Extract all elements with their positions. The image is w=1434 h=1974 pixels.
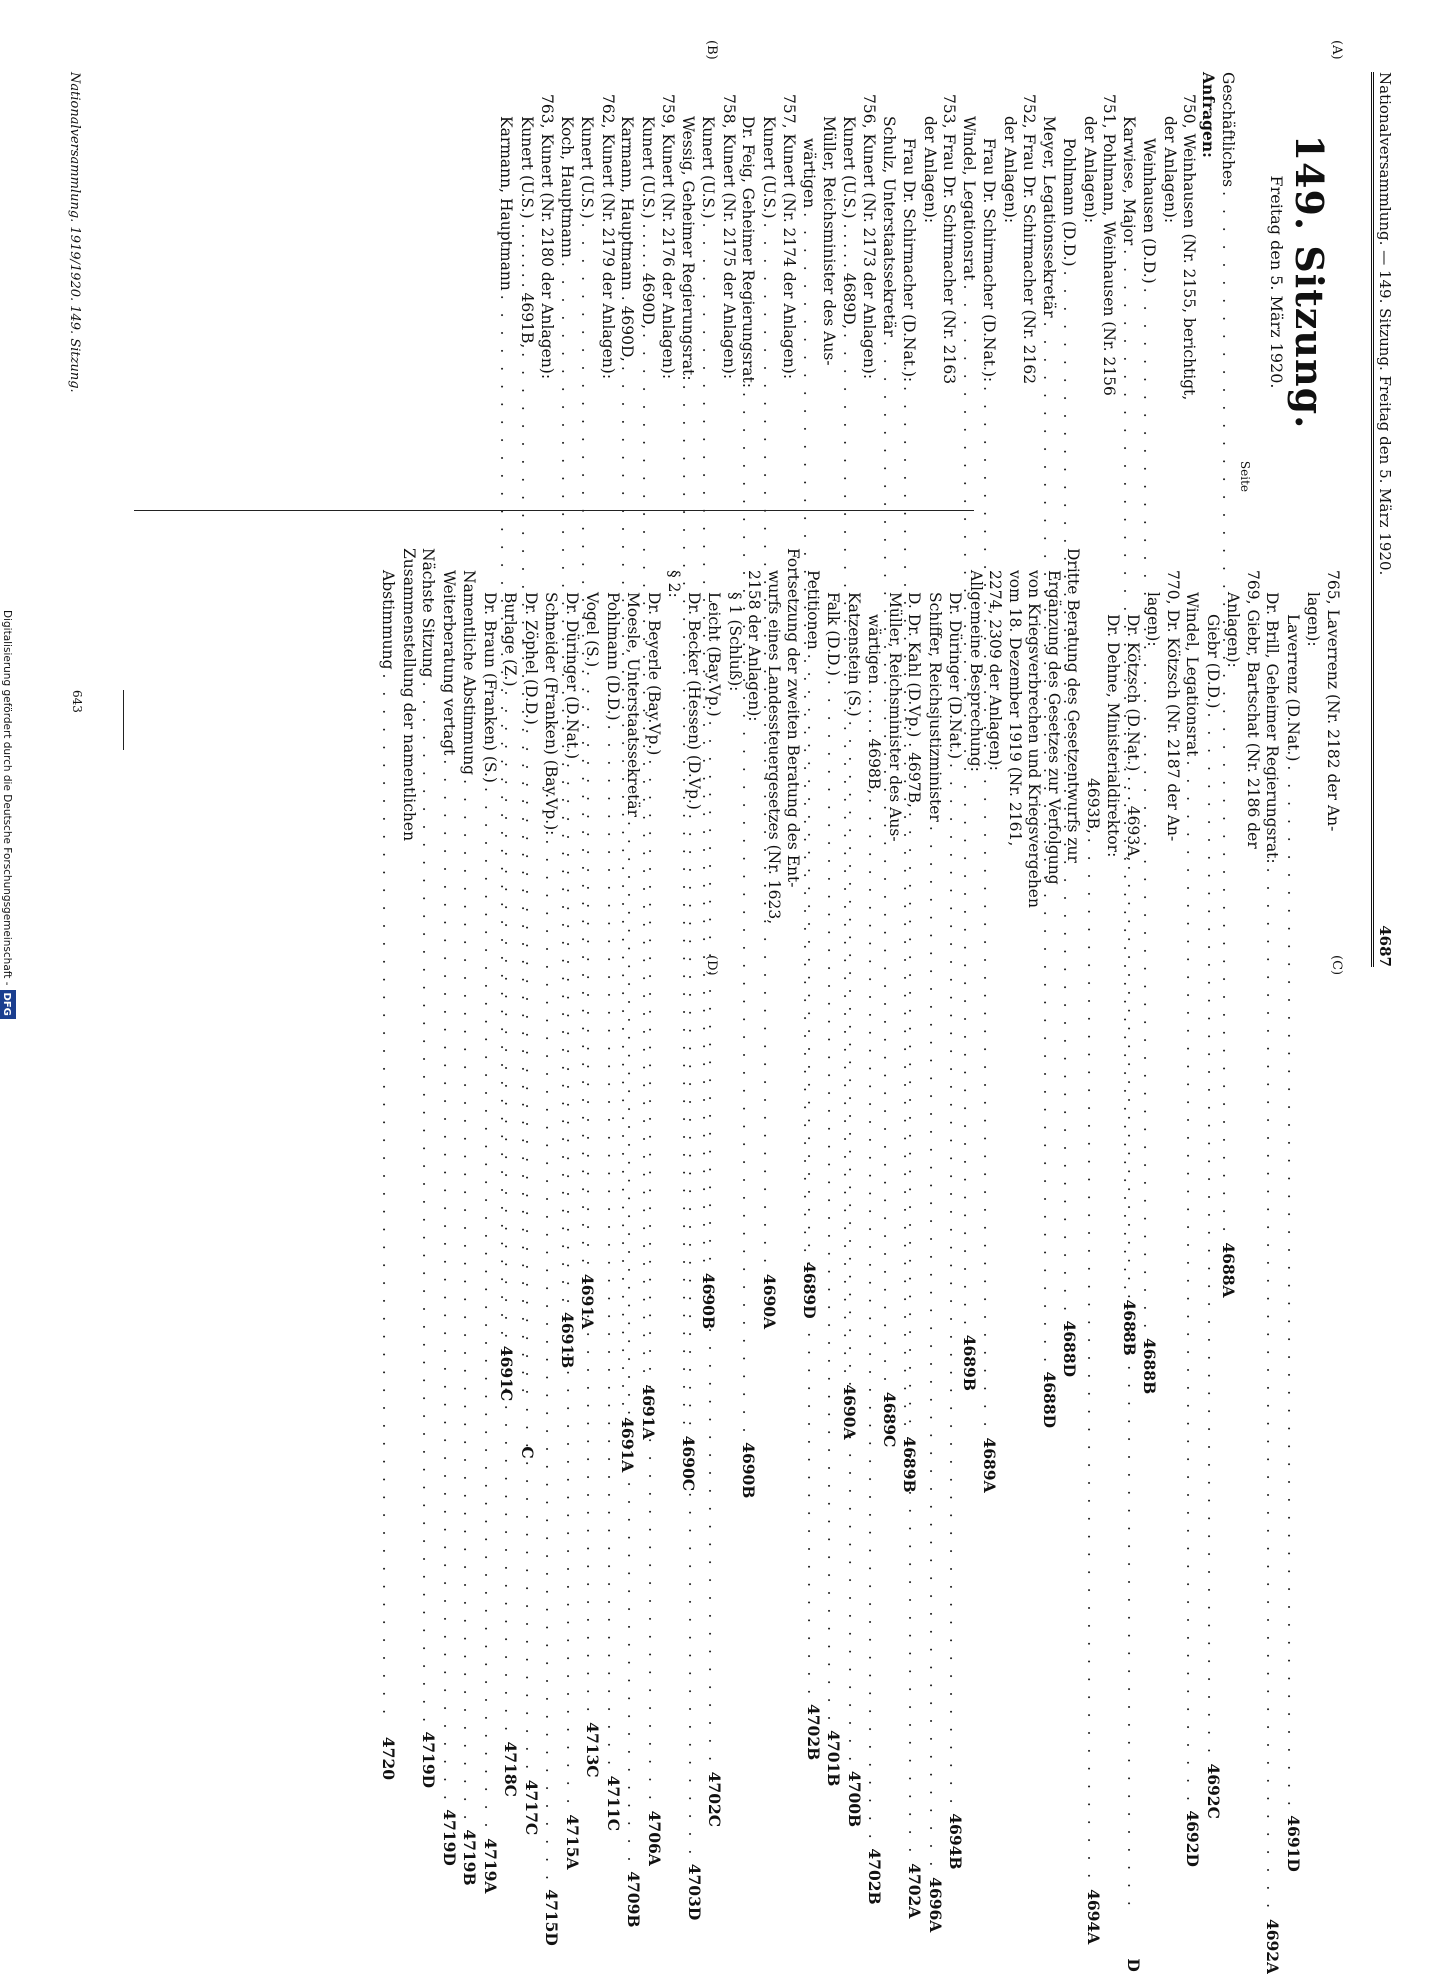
leader-dots bbox=[925, 826, 945, 1870]
toc-entry-text: Schulz, Unterstaatssekretär bbox=[880, 116, 898, 337]
leader-dots bbox=[439, 759, 459, 1803]
margin-marker-d: (D) bbox=[704, 955, 719, 976]
toc-entry bbox=[1179, 72, 1199, 492]
toc-entry-text: Frau Dr. Schirmacher (D.Nat.): bbox=[980, 138, 999, 383]
end-rule bbox=[123, 690, 124, 750]
toc-entry-text: Dr. Kötzsch (D.Nat.) . . . 4693A, bbox=[1124, 614, 1142, 862]
toc-entry bbox=[744, 548, 764, 968]
toc-entry bbox=[985, 548, 1005, 968]
toc-entry-text: Dr. Beyerle (Bay.Vp.) bbox=[645, 592, 663, 756]
toc-entry-page: 4691D bbox=[1284, 1815, 1303, 1872]
leader-dots bbox=[704, 721, 724, 1765]
toc-entry-page: 4690A bbox=[840, 1384, 859, 1440]
toc-entry-page: 4694B bbox=[946, 1813, 966, 1870]
toc-entry-page: 4689B bbox=[960, 1334, 979, 1391]
toc-entry-page: 4703D bbox=[685, 1863, 704, 1921]
toc-entry-text: Karwiese, Major bbox=[1120, 116, 1138, 246]
toc-entry bbox=[664, 548, 684, 968]
toc-entry-page: 4702B bbox=[804, 1703, 823, 1761]
toc-entry bbox=[1000, 72, 1020, 492]
toc-entry bbox=[1182, 548, 1203, 1867]
toc-entry-text: 752, Frau Dr. Schirmacher (Nr. 2162 bbox=[1020, 94, 1039, 385]
toc-entry bbox=[537, 72, 557, 492]
toc-entry-text: § 1 (Schluß): bbox=[726, 592, 744, 692]
toc-entry-page: 4692D bbox=[1183, 1810, 1203, 1867]
toc-entry-page: 4691A bbox=[618, 1417, 638, 1473]
toc-entry-page: 4689D bbox=[800, 1262, 819, 1319]
toc-entry bbox=[1143, 548, 1163, 968]
toc-entry-page: 4688A bbox=[1219, 1242, 1239, 1298]
toc-entry-text: der Anlagen): bbox=[1081, 116, 1099, 224]
toc-entry-text: Dr. Becker (Hessen) (D.Vp.) bbox=[685, 592, 703, 810]
toc-entry-text: Pohlmann (D.D.) bbox=[604, 592, 622, 721]
toc-entry-text: wärtigen bbox=[800, 138, 818, 209]
dfg-logo: DFG bbox=[0, 990, 16, 1019]
toc-entry-text: Moesle, Unterstaatssekretär bbox=[624, 592, 643, 817]
toc-entry bbox=[1323, 548, 1343, 968]
toc-entry-page: 4689A bbox=[980, 1437, 1000, 1493]
toc-entry bbox=[1283, 548, 1304, 1872]
footer-running-title: Nationalversammlung. 1919/1920. 149. Sitzung. bbox=[67, 72, 82, 393]
seite-label: Seite bbox=[1238, 460, 1253, 492]
toc-entry-page: 4719A bbox=[481, 1838, 500, 1894]
toc-entry bbox=[819, 72, 839, 492]
toc-entry bbox=[1019, 72, 1039, 492]
toc-entry bbox=[480, 548, 501, 1894]
toc-entry-text: Nächste Sitzung bbox=[419, 548, 438, 678]
column-divider bbox=[134, 510, 974, 511]
toc-entry-text: Kunert (U.S.) . . . . . 4689D, bbox=[840, 116, 858, 330]
leader-dots bbox=[644, 759, 664, 1803]
toc-entry-text: Dr. Düringer (D.Nat.) bbox=[563, 592, 581, 760]
toc-entry bbox=[939, 72, 959, 492]
toc-entry-page: 4706A bbox=[645, 1810, 664, 1866]
toc-entry bbox=[1160, 72, 1180, 492]
toc-entry-text: 759, Kunert (Nr. 2176 der Anlagen): bbox=[659, 94, 678, 380]
toc-entry-text: Katzenstein (S.) bbox=[845, 592, 863, 717]
toc-entry-page: 4691A bbox=[639, 1384, 658, 1440]
toc-entry bbox=[1243, 548, 1263, 968]
toc-entry-text: Dr. Brill, Geheimer Regierungsrat: bbox=[1263, 592, 1282, 864]
toc-entry-text: 4693B, bbox=[1084, 778, 1102, 834]
session-date: Freitag den 5. März 1920. bbox=[1267, 175, 1286, 389]
toc-entry-page: 4718C bbox=[501, 1741, 521, 1797]
toc-entry bbox=[783, 548, 803, 968]
leader-dots bbox=[844, 721, 864, 1765]
toc-entry-page: 4715A bbox=[563, 1814, 582, 1870]
toc-entry-page: 4689B bbox=[900, 1436, 920, 1493]
toc-entry-text: Petitionen bbox=[804, 570, 822, 650]
leader-dots bbox=[823, 680, 843, 1724]
toc-entry-page: 4690A bbox=[760, 1273, 779, 1330]
page-number-top: 4687 bbox=[1376, 925, 1394, 967]
margin-marker-a: (A) bbox=[1329, 40, 1344, 60]
toc-entry-text: Müller, Reichsminister des Aus- bbox=[886, 592, 904, 842]
toc-entry-text: 758, Kunert (Nr. 2175 der Anlagen): bbox=[720, 94, 738, 380]
leader-dots bbox=[500, 691, 520, 1735]
leader-dots bbox=[459, 779, 479, 1823]
toc-entry bbox=[1080, 72, 1100, 492]
toc-entry-text: 750, Weinhausen (Nr. 2155, berichtigt, bbox=[1180, 94, 1199, 401]
toc-entry-page: 4691B bbox=[558, 1312, 577, 1369]
leader-dots bbox=[803, 654, 823, 1698]
toc-entry-page: 4690B bbox=[699, 1272, 719, 1330]
toc-entry bbox=[658, 72, 678, 492]
toc-entry bbox=[764, 548, 784, 968]
toc-entry-page: 4702A bbox=[905, 1863, 925, 1919]
toc-entry-text: Dritte Beratung des Gesetzentwurfs zur bbox=[1064, 548, 1083, 863]
toc-entry-text: Fortsetzung der zweiten Beratung des Ent- bbox=[784, 548, 803, 888]
toc-entry-page: 4711C bbox=[604, 1775, 623, 1832]
toc-entry-text: Karmann, Hauptmann bbox=[497, 116, 516, 291]
toc-entry-text: 756, Kunert (Nr. 2173 der Anlagen): bbox=[860, 94, 879, 380]
toc-entry-page: 4688D bbox=[1040, 1371, 1059, 1429]
toc-entry-page: 4719D bbox=[419, 1731, 439, 1789]
toc-entry-text: von Kriegsverbrechen und Kriegsvergehen bbox=[1025, 570, 1044, 908]
toc-entry-text: Dr. Zöphel (D.D.) bbox=[522, 592, 540, 725]
toc-entry-text: D. Dr. Kahl (D.Vp.) . 4697B, bbox=[905, 592, 924, 808]
toc-entry-text: der Anlagen): bbox=[921, 116, 939, 224]
toc-entry bbox=[864, 548, 885, 1905]
leader-dots bbox=[1203, 712, 1223, 1756]
toc-entry-text: Vogel (S.) bbox=[583, 592, 602, 668]
toc-entry bbox=[725, 548, 745, 968]
toc-entry bbox=[603, 548, 624, 1832]
toc-entry bbox=[1163, 548, 1183, 968]
toc-entry-text: wurfs eines Landessteuergesetzes (Nr. 1623, bbox=[765, 570, 783, 925]
toc-entry-text: Laverrenz (D.Nat.) bbox=[1284, 614, 1302, 762]
toc-entry-text: der Anlagen): bbox=[1001, 116, 1019, 224]
toc-entry-text: Kunert (U.S.) bbox=[699, 116, 718, 219]
toc-entry-page: 4690C bbox=[679, 1435, 698, 1492]
toc-entry-text: Abstimmung bbox=[379, 570, 398, 670]
toc-entry-text: 765, Laverrenz (Nr. 2182 der An- bbox=[1324, 570, 1342, 832]
toc-entry-page: 4694A bbox=[1084, 1889, 1103, 1945]
toc-entry-text: Allgemeine Besprechung: bbox=[967, 570, 985, 772]
toc-entry-text: der Anlagen): bbox=[1161, 116, 1179, 224]
margin-marker-b: (B) bbox=[704, 40, 719, 60]
toc-entry-page: 4688B bbox=[1140, 1337, 1160, 1395]
toc-entry bbox=[1223, 548, 1243, 968]
toc-entry bbox=[1024, 548, 1044, 968]
toc-entry-page: 4689C bbox=[880, 1391, 899, 1448]
toc-entry-text: Kunert (U.S.) . . . . . 4690D, bbox=[639, 116, 657, 330]
toc-entry-page: 4691C bbox=[497, 1345, 517, 1402]
toc-entry-text: 757, Kunert (Nr. 2174 der Anlagen): bbox=[780, 94, 799, 380]
toc-entry-page: D bbox=[1124, 1958, 1143, 1972]
leader-dots bbox=[684, 814, 704, 1858]
leader-dots bbox=[945, 763, 965, 1807]
toc-entry-text: vom 18. Dezember 1919 (Nr. 2161, bbox=[1006, 570, 1024, 847]
toc-entry-page: C bbox=[518, 1446, 537, 1459]
leader-dots bbox=[418, 682, 438, 1726]
toc-entry bbox=[779, 72, 799, 492]
toc-entry-text: wärtigen . . . . . 4698B, bbox=[865, 614, 884, 795]
toc-entry bbox=[1199, 72, 1219, 492]
toc-entry-text: Windel, Legationsrat bbox=[960, 116, 978, 281]
toc-entry bbox=[1063, 548, 1083, 968]
toc-entry-text: lagen): bbox=[1144, 592, 1163, 647]
toc-entry-text: Müller, Reichsminister des Aus- bbox=[820, 116, 839, 366]
toc-entry-text: Leicht (Bay.Vp.) bbox=[705, 592, 724, 717]
toc-entry-text: Namentliche Abstimmung bbox=[460, 570, 479, 776]
toc-entry bbox=[598, 72, 618, 492]
leader-dots bbox=[904, 812, 924, 1856]
leader-dots bbox=[521, 729, 541, 1773]
dfg-stamp bbox=[0, 610, 16, 1019]
leader-dots bbox=[562, 763, 582, 1807]
toc-entry-text: Dr. Düringer (D.Nat.) bbox=[946, 592, 965, 760]
toc-entry-text: 770, Dr. Kötzsch (Nr. 2187 der An- bbox=[1164, 570, 1182, 842]
toc-entry bbox=[823, 548, 844, 1787]
leader-dots bbox=[378, 674, 398, 1718]
toc-entry-page: 4713C bbox=[583, 1722, 603, 1778]
toc-entry bbox=[521, 548, 542, 1836]
header-rule bbox=[1371, 72, 1374, 967]
toc-entry-page: 4717C bbox=[522, 1779, 541, 1836]
toc-entry-text: 2274, 2309 der Anlagen): bbox=[986, 570, 1005, 771]
toc-entry bbox=[541, 548, 562, 1946]
toc-entry-text: Anlagen): bbox=[1224, 592, 1243, 668]
leader-dots bbox=[623, 821, 643, 1865]
toc-entry-text: Dr. Feig, Geheimer Regierungsrat: bbox=[739, 116, 758, 388]
leader-dots bbox=[541, 839, 561, 1883]
toc-entry bbox=[1083, 548, 1104, 1945]
toc-entry-page: 4690B bbox=[739, 1442, 759, 1499]
toc-entry bbox=[719, 72, 739, 492]
toc-entry-text: 763, Kunert (Nr. 2180 der Anlagen): bbox=[538, 94, 557, 380]
toc-entry bbox=[920, 72, 940, 492]
toc-entry-text: Schiffer, Reichsjustizminister bbox=[926, 592, 944, 822]
running-head: Nationalversammlung. — 149. Sitzung. Freitag den 5. März 1920. bbox=[1376, 72, 1394, 576]
toc-entry bbox=[459, 548, 480, 1886]
toc-entry-text: 2158 der Anlagen): bbox=[745, 570, 764, 722]
leader-dots bbox=[864, 798, 884, 1842]
leader-dots bbox=[603, 725, 623, 1769]
toc-entry bbox=[439, 548, 460, 1866]
toc-entry bbox=[1005, 548, 1025, 968]
toc-entry-text: Kunert (U.S.) . . . . . . . 4691B, bbox=[518, 116, 536, 349]
toc-entry-text: Giebr (D.D.) bbox=[1204, 614, 1222, 709]
toc-entry-text: Burlage (Z.) bbox=[501, 592, 520, 687]
toc-entry-page: 4702B bbox=[865, 1848, 885, 1905]
toc-entry bbox=[418, 548, 439, 1789]
toc-entry-text: Dr. Dehne, Ministerialdirektor: bbox=[1104, 614, 1123, 858]
toc-entry-page: 4688B bbox=[1120, 1299, 1139, 1356]
toc-entry bbox=[1099, 72, 1119, 492]
toc-entry-text: Wessig, Geheimer Regierungsrat: bbox=[679, 116, 697, 381]
toc-entry-page: 4719B bbox=[460, 1829, 480, 1886]
session-title: 149. Sitzung. bbox=[1287, 134, 1332, 430]
toc-entry-page: 4702C bbox=[705, 1771, 725, 1828]
toc-entry-page: 4720 bbox=[379, 1736, 399, 1781]
toc-entry-text: Weinhausen (D.D.) bbox=[1140, 138, 1159, 284]
toc-entry-text: Anfragen: bbox=[1199, 72, 1218, 158]
leader-dots bbox=[480, 787, 500, 1831]
leader-dots bbox=[1182, 760, 1202, 1804]
toc-entry-text: Geschäftliches bbox=[1219, 72, 1238, 188]
toc-entry bbox=[1262, 548, 1283, 1974]
toc-entry bbox=[399, 548, 419, 968]
leader-dots bbox=[1262, 868, 1282, 1912]
toc-entry-text: Frau Dr. Schirmacher (D.Nat.): bbox=[900, 138, 919, 383]
toc-entry bbox=[1203, 548, 1224, 1819]
toc-entry-page: 4700B bbox=[845, 1770, 864, 1828]
toc-entry-text: Falk (D.D.) bbox=[824, 592, 843, 676]
toc-entry bbox=[925, 548, 946, 1933]
toc-entry bbox=[1044, 548, 1064, 968]
dfg-stamp-text: Digitalisierung gefördert durch die Deutsche Forschungsgemeinschaft - bbox=[1, 610, 13, 986]
toc-entry-text: Dr. Braun (Franken) (S.) bbox=[481, 592, 499, 783]
toc-entry-text: Schneider (Franken) (Bay.Vp.): bbox=[542, 592, 561, 836]
toc-entry-text: lagen): bbox=[1304, 592, 1323, 647]
toc-entry-page: 4692A bbox=[1263, 1918, 1283, 1974]
toc-entry-text: Koch, Hauptmann bbox=[558, 116, 576, 258]
toc-entry-text: Zusammenstellung der namentlichen bbox=[400, 548, 418, 842]
toc-entry bbox=[378, 548, 399, 1781]
toc-entry-text: Kunert (U.S.) bbox=[578, 116, 597, 219]
toc-entry bbox=[945, 548, 966, 1870]
toc-entry bbox=[1103, 548, 1123, 968]
leader-dots bbox=[1283, 765, 1303, 1809]
toc-entry-text: Karmann, Hauptmann . 4690D, bbox=[618, 116, 637, 362]
toc-entry bbox=[859, 72, 879, 492]
toc-entry-page: 4688D bbox=[1060, 1320, 1080, 1378]
footer-page-number: 643 bbox=[70, 690, 84, 713]
toc-entry-text: Weiterberatung vertagt bbox=[440, 570, 458, 756]
toc-entry bbox=[885, 548, 905, 968]
toc-entry-text: Windel, Legationsrat bbox=[1183, 592, 1202, 757]
leader-dots bbox=[1123, 865, 1143, 1909]
toc-entry-text: 762, Kunert (Nr. 2179 der Anlagen): bbox=[599, 94, 617, 380]
leader-dots bbox=[1083, 838, 1103, 1882]
toc-entry bbox=[1303, 548, 1323, 968]
toc-entry bbox=[966, 548, 986, 968]
toc-entry-text: Pohlmann (D.D.) bbox=[1060, 138, 1079, 267]
toc-entry-page: 4692C bbox=[1204, 1763, 1223, 1819]
toc-entry-page: 4709B bbox=[624, 1871, 644, 1928]
toc-entry-text: Meyer, Legationssekretär bbox=[1040, 116, 1058, 318]
leader-dots bbox=[582, 671, 602, 1715]
toc-entry-text: 753, Frau Dr. Schirmacher (Nr. 2163 bbox=[940, 94, 959, 385]
toc-entry-page: 4691A bbox=[578, 1273, 598, 1330]
toc-entry-page: 4696A bbox=[926, 1877, 945, 1933]
toc-entry-text: 751, Pohlmann, Weinhausen (Nr. 2156 bbox=[1100, 94, 1119, 396]
toc-entry-page: 4715D bbox=[542, 1889, 562, 1946]
toc-entry-text: § 2: bbox=[665, 570, 684, 598]
toc-entry-text: 769, Giebr, Bartschat (Nr. 2186 der bbox=[1244, 570, 1262, 849]
toc-entry-page: 4701B bbox=[824, 1730, 844, 1787]
toc-entry-page: 4719D bbox=[440, 1809, 459, 1866]
margin-marker-c: (C) bbox=[1329, 955, 1344, 976]
toc-entry-text: Kunert (U.S.) bbox=[760, 116, 778, 219]
toc-entry-text: Ergänzung des Gesetzes zur Verfolgung bbox=[1045, 570, 1063, 885]
